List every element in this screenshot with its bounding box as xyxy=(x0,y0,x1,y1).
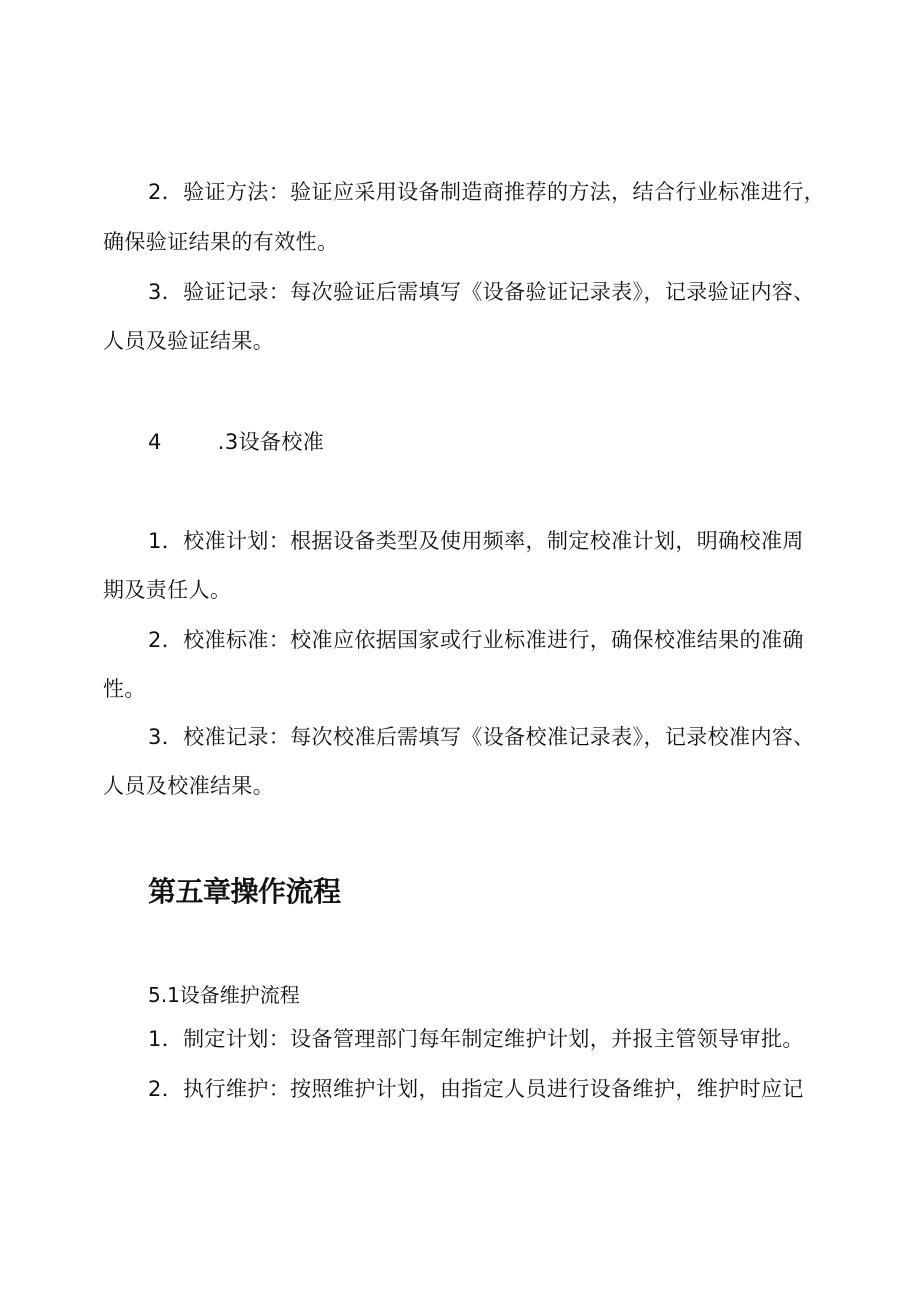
verification-item3-line1: 3．验证记录：每次验证后需填写《设备验证记录表》，记录验证内容、 xyxy=(148,280,815,304)
section-heading-number: 4 xyxy=(148,430,162,454)
calibration-item2-line1: 2．校准标准：校准应依据国家或行业标准进行，确保校准结果的准确 xyxy=(148,628,804,652)
calibration-item3-line2: 人员及校准结果。 xyxy=(103,774,275,798)
section-heading-5-1: 5.1设备维护流程 xyxy=(148,983,300,1007)
section-heading-text: .3设备校准 xyxy=(217,430,325,454)
maintenance-item2-line1: 2．执行维护：按照维护计划，由指定人员进行设备维护，维护时应记 xyxy=(148,1077,804,1101)
verification-item3-line2: 人员及验证结果。 xyxy=(103,329,275,353)
calibration-item1-line2: 期及责任人。 xyxy=(103,578,232,602)
maintenance-item1-line1: 1．制定计划：设备管理部门每年制定维护计划，并报主管领导审批。 xyxy=(148,1027,804,1051)
chapter-title: 第五章操作流程 xyxy=(148,875,341,908)
calibration-item2-line2: 性。 xyxy=(103,677,146,701)
verification-item2-line1: 2．验证方法：验证应采用设备制造商推荐的方法，结合行业标准进行， xyxy=(148,180,826,204)
section-heading-4-3 xyxy=(148,428,878,456)
calibration-item3-line1: 3．校准记录：每次校准后需填写《设备校准记录表》，记录校准内容、 xyxy=(148,725,815,749)
verification-item2-line2: 确保验证结果的有效性。 xyxy=(103,230,339,254)
calibration-item1-line1: 1．校准计划：根据设备类型及使用频率，制定校准计划，明确校准周 xyxy=(148,529,804,553)
